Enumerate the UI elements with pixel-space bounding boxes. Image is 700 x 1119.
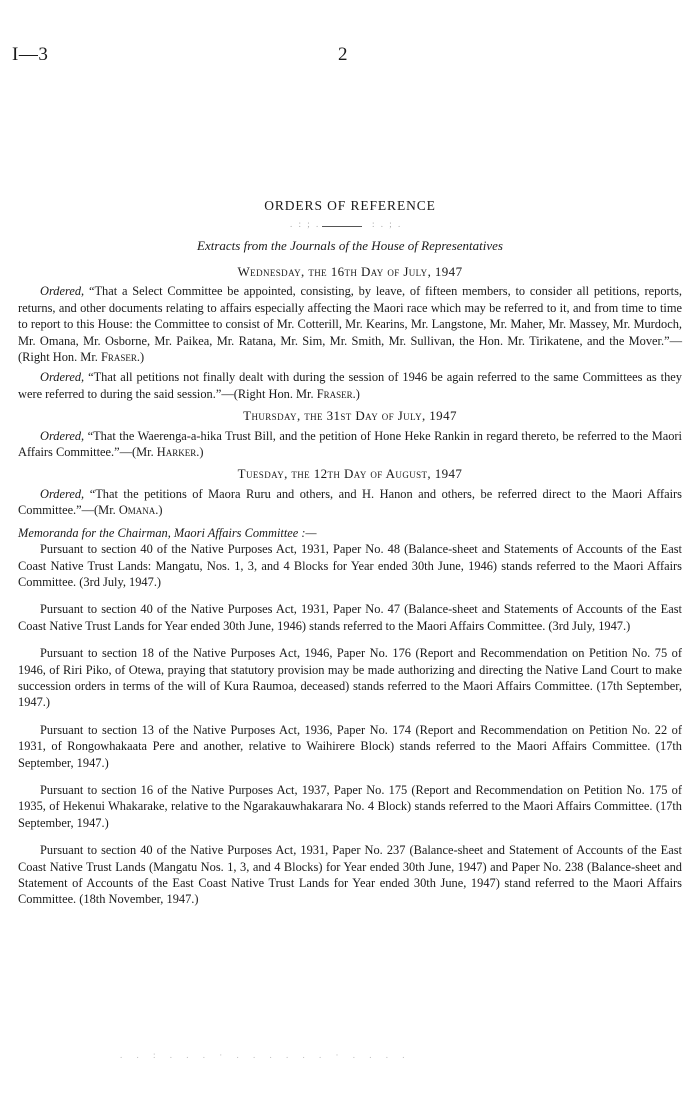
entry-date: Wednesday, the 16th Day of July, 1947 [237, 264, 463, 279]
title-rule [322, 226, 362, 227]
scan-speckle: . . : . . . · . . . . . . · . . . . [120, 1050, 411, 1060]
ordered-label: Ordered, [40, 486, 85, 501]
order-tail: .) [196, 445, 204, 460]
memorandum-paragraph: Pursuant to section 16 of the Native Purposes Act, 1937, Paper No. 175 (Report and Recommendation on Petition No. 175 of 1935, of Hekenui Whakarake, relative to the Ngarakauwhakarara No. 4 Block) stands referred to the Maori Affairs Committee. (17th September, 1947.) [18, 782, 682, 830]
mover-name: Fraser [316, 386, 353, 401]
order-text: “That the petitions of Maora Ruru and others, and H. Hanon and others, be referred direct to the Maori Affairs Committee.”—(Mr. [18, 486, 682, 518]
order-tail: .) [136, 350, 145, 365]
order-paragraph [18, 369, 682, 402]
ordered-label: Ordered, [40, 284, 85, 299]
mover-name: Harker [156, 445, 197, 460]
order-text: “That a Select Committee be appointed, consisting, by leave, of fifteen members, to consider all petitions, reports, returns, and other documents relating to affairs especially affecting the Maori race which may be referred to it, and from time to time to report to this House: the Committee to consist of Mr. Cotterill, Mr. Kearins, Mr. Langstone, Mr. Maher, Mr. Massey, Mr. Murdoch, Mr. Omana, Mr. Osborne, Mr. Paikea, Mr. Ratana, Mr. Sim, Mr. Smith, Mr. Sullivan, the Hon. Mr. Tirikatene, and the Mover.”—(Right Hon. Mr. [18, 284, 682, 365]
subtitle: Extracts from the Journals of the House of Representatives [197, 238, 503, 253]
order-tail: .) [352, 386, 360, 401]
order-tail: .) [155, 503, 163, 518]
entry-date: Thursday, the 31st Day of July, 1947 [243, 408, 457, 424]
document-body [18, 264, 682, 919]
scan-speckle: . : ; . [290, 219, 321, 229]
page-number: 2 [338, 44, 348, 65]
order-paragraph [18, 428, 682, 461]
scan-speckle: : . ; . [372, 219, 403, 229]
mover-name: Omana [118, 503, 156, 518]
order-paragraph [18, 486, 682, 519]
page-title: ORDERS OF REFERENCE [264, 198, 436, 213]
entry-date: Tuesday, the 12th Day of August, 1947 [237, 466, 463, 482]
order-text: “That all petitions not finally dealt with during the session of 1946 be again referred to the same Committees as they were referred to during the said session.”—(Right Hon. Mr. [18, 370, 682, 401]
memorandum-paragraph: Pursuant to section 13 of the Native Purposes Act, 1936, Paper No. 174 (Report and Recommendation on Petition No. 22 of 1931, of Rongowhakaata Pere and another, relative to Waihirere Block) stands referred to the Maori Affairs Committee. (17th September, 1947.) [18, 722, 682, 770]
mover-name: Fraser [100, 350, 137, 365]
ordered-label: Ordered, [40, 370, 85, 385]
memoranda-title: Memoranda for the Chairman, Maori Affairs Committee :— [18, 525, 317, 540]
memorandum-paragraph: Pursuant to section 40 of the Native Purposes Act, 1931, Paper No. 48 (Balance-sheet and Statements of Accounts of the East Coast Native Trust Lands: Mangatu, Nos. 1, 3, and 4 Blocks for Year ended 30th June, 1946) stands referred to the Maori Affairs Committee. (3rd July, 1947.) [18, 542, 682, 589]
page-code: I—3 [12, 44, 49, 65]
order-paragraph [18, 283, 682, 365]
memorandum-paragraph: Pursuant to section 40 of the Native Purposes Act, 1931, Paper No. 47 (Balance-sheet and Statements of Accounts of the East Coast Native Trust Lands for Year ended 30th June, 1946) stands referred to the Maori Affairs Committee. (3rd July, 1947.) [18, 602, 682, 633]
memorandum-paragraph: Pursuant to section 18 of the Native Purposes Act, 1946, Paper No. 176 (Report and Recommendation on Petition No. 75 of 1946, of Riri Piko, of Otewa, praying that statutory provision may be made authorizing and directing the Native Land Court to make succession orders in terms of the will of Kura Raumoa, deceased) stands referred to the Maori Affairs Committee. (17th September, 1947.) [18, 646, 682, 710]
ordered-label: Ordered, [40, 428, 85, 443]
order-text: “That the Waerenga-a-hika Trust Bill, and the petition of Hone Heke Rankin in regard thereto, be referred to the Maori Affairs Committee.”—(Mr. [18, 428, 682, 460]
memorandum-paragraph: Pursuant to section 40 of the Native Purposes Act, 1931, Paper No. 237 (Balance-sheet and Statement of Accounts of the East Coast Native Trust Lands (Mangatu Nos. 1, 3, and 4 Blocks) for Year ended 30th June, 1947) and Paper No. 238 (Balance-sheet and Statement of Accounts of the East Coast Native Trust Lands for Year ended 30th June, 1947) stand referred to the Maori Affairs Committee. (18th November, 1947.) [18, 843, 682, 907]
